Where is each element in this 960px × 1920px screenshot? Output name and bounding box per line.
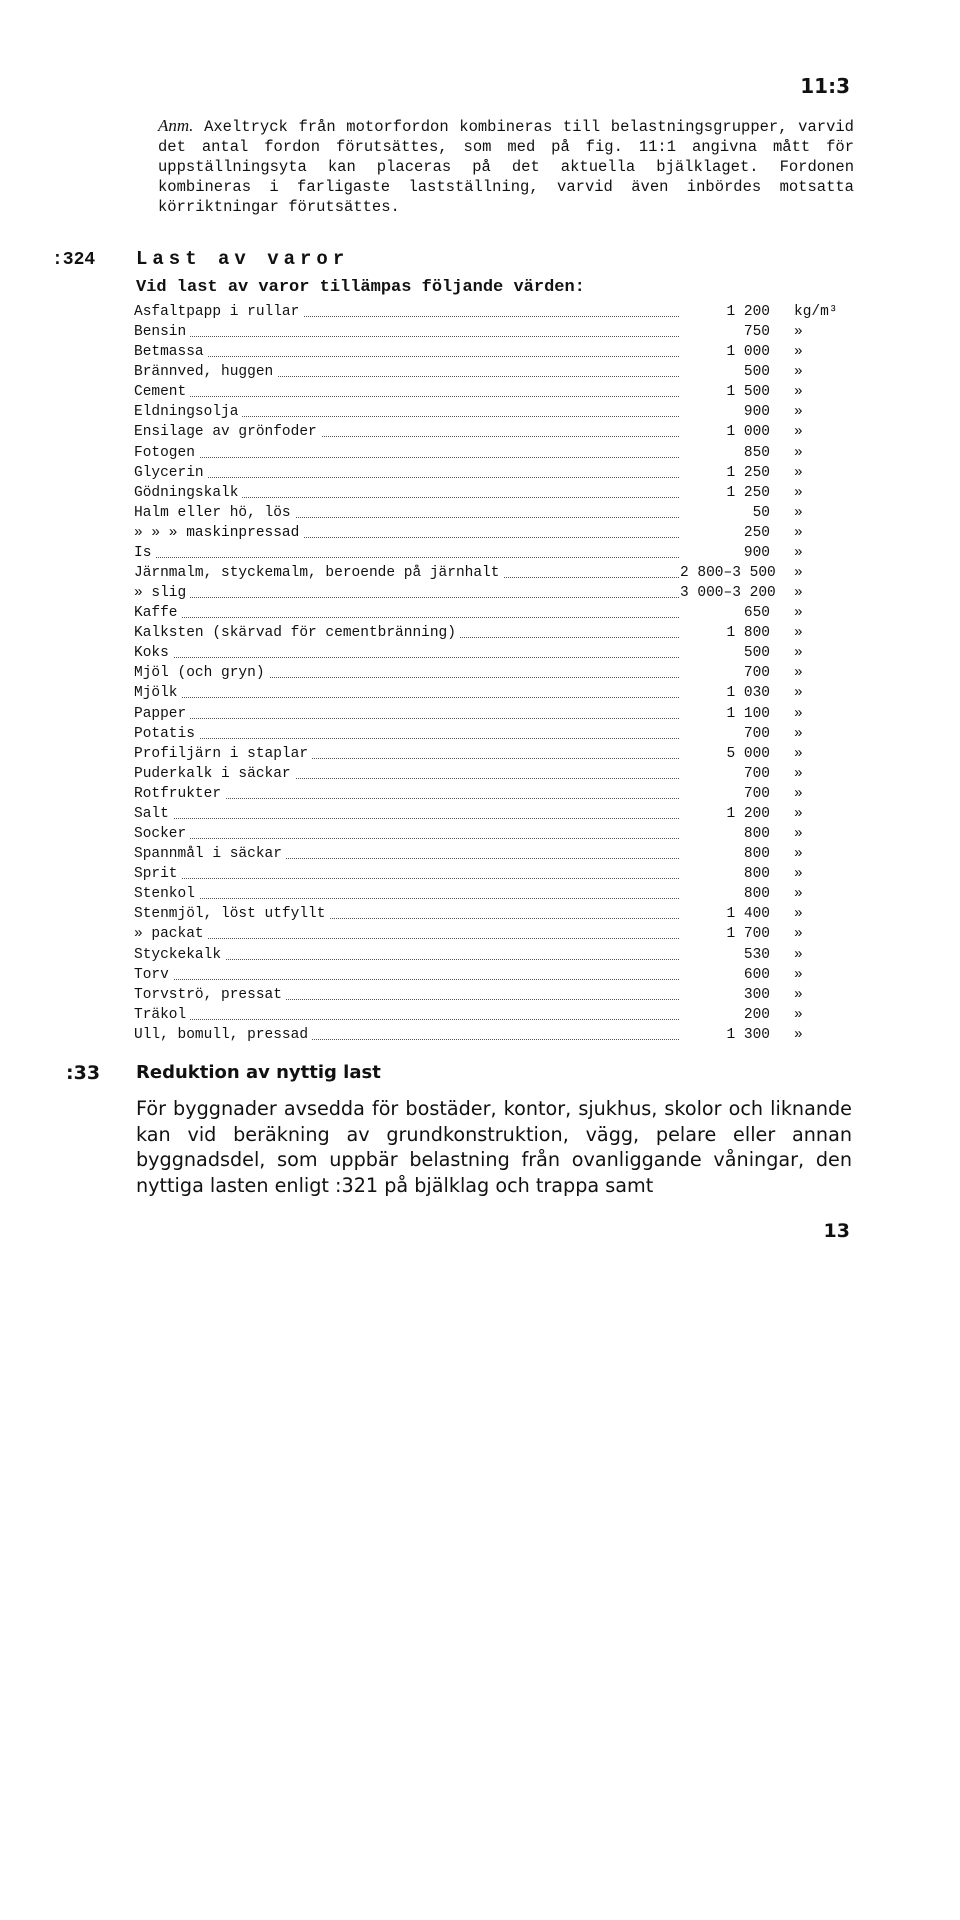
table-row xyxy=(134,746,854,766)
density-value: 1 300 xyxy=(680,1027,770,1043)
density-value: 800 xyxy=(680,846,770,862)
table-row xyxy=(134,364,854,384)
table-row xyxy=(134,485,854,505)
density-value: 250 xyxy=(680,525,770,541)
table-row xyxy=(134,505,854,525)
density-unit: » xyxy=(794,344,803,361)
leader-dots xyxy=(134,818,711,819)
density-value: 1 250 xyxy=(680,465,770,481)
material-name: Järnmalm, styckemalm, beroende på järnhalt xyxy=(134,565,503,581)
density-unit: » xyxy=(794,866,803,883)
table-row xyxy=(134,786,854,806)
density-unit: » xyxy=(794,544,803,561)
density-unit: » xyxy=(794,986,803,1003)
density-unit: » xyxy=(794,886,803,903)
density-value: 800 xyxy=(680,866,770,882)
density-value: 300 xyxy=(680,987,770,1003)
density-unit: » xyxy=(794,484,803,501)
leader-dots xyxy=(134,657,711,658)
leader-dots xyxy=(134,718,711,719)
table-row xyxy=(134,766,854,786)
note-text: Axeltryck från motorfordon kombineras till belastningsgrupper, varvid det antal fordon förutsättes, som med på fig. 11:1 angivna mått för uppställningsyta kan placeras på det aktuella bjälklaget. Fordonen kombineras i farligaste lastställning, varvid även inbördes motsatta körriktningar förutsättes. xyxy=(158,118,854,216)
section-intro: Vid last av varor tillämpas följande värden: xyxy=(136,278,585,297)
density-value: 600 xyxy=(680,967,770,983)
density-value: 1 400 xyxy=(680,906,770,922)
material-name: Potatis xyxy=(134,726,199,742)
density-unit: » xyxy=(794,504,803,521)
density-value: 800 xyxy=(680,886,770,902)
density-value: 800 xyxy=(680,826,770,842)
leader-dots xyxy=(134,697,711,698)
density-unit: » xyxy=(794,605,803,622)
density-unit: » xyxy=(794,424,803,441)
density-value: 530 xyxy=(680,947,770,963)
note-paragraph xyxy=(158,116,854,217)
density-unit: » xyxy=(794,665,803,682)
leader-dots xyxy=(134,336,711,337)
material-name: Puderkalk i säckar xyxy=(134,766,295,782)
table-row xyxy=(134,665,854,685)
density-unit: » xyxy=(794,625,803,642)
material-name: Kalksten (skärvad för cementbränning) xyxy=(134,625,460,641)
density-unit: » xyxy=(794,585,803,602)
material-name: Papper xyxy=(134,706,190,722)
table-row xyxy=(134,344,854,364)
density-unit: » xyxy=(794,685,803,702)
density-value: 3 000–3 200 xyxy=(680,585,776,602)
leader-dots xyxy=(134,396,711,397)
density-value: 750 xyxy=(680,324,770,340)
section-number-324: :324 xyxy=(52,250,96,270)
density-value: 1 500 xyxy=(680,384,770,400)
density-unit: » xyxy=(794,725,803,742)
density-unit: kg/m³ xyxy=(794,304,838,320)
material-name: Sprit xyxy=(134,866,182,882)
leader-dots xyxy=(134,356,711,357)
density-unit: » xyxy=(794,745,803,762)
density-unit: » xyxy=(794,765,803,782)
material-name: Koks xyxy=(134,645,173,661)
table-row xyxy=(134,565,854,585)
table-row xyxy=(134,866,854,886)
material-name: Socker xyxy=(134,826,190,842)
section-number-33: :33 xyxy=(66,1062,101,1084)
table-row xyxy=(134,424,854,444)
leader-dots xyxy=(134,477,711,478)
table-row xyxy=(134,404,854,424)
density-value: 700 xyxy=(680,786,770,802)
leader-dots xyxy=(134,738,711,739)
material-name: Mjöl (och gryn) xyxy=(134,665,269,681)
material-name: Rotfrukter xyxy=(134,786,225,802)
material-name: Ensilage av grönfoder xyxy=(134,424,321,440)
leader-dots xyxy=(134,898,711,899)
leader-dots xyxy=(134,938,711,939)
density-unit: » xyxy=(794,1026,803,1043)
density-value: 1 700 xyxy=(680,926,770,942)
density-unit: » xyxy=(794,826,803,843)
density-value: 500 xyxy=(680,645,770,661)
material-name: » packat xyxy=(134,926,208,942)
density-unit: » xyxy=(794,846,803,863)
density-unit: » xyxy=(794,404,803,421)
density-value: 200 xyxy=(680,1007,770,1023)
density-value: 900 xyxy=(680,404,770,420)
density-value: 900 xyxy=(680,545,770,561)
material-name: Halm eller hö, lös xyxy=(134,505,295,521)
density-unit: » xyxy=(794,1006,803,1023)
leader-dots xyxy=(134,979,711,980)
leader-dots xyxy=(134,838,711,839)
density-value: 1 800 xyxy=(680,625,770,641)
density-value: 700 xyxy=(680,766,770,782)
density-value: 500 xyxy=(680,364,770,380)
density-value: 1 200 xyxy=(680,806,770,822)
density-unit: » xyxy=(794,785,803,802)
table-row xyxy=(134,926,854,946)
table-row xyxy=(134,947,854,967)
density-unit: » xyxy=(794,444,803,461)
table-row xyxy=(134,706,854,726)
leader-dots xyxy=(134,597,711,598)
material-name: Träkol xyxy=(134,1007,190,1023)
material-name: Stenkol xyxy=(134,886,199,902)
material-name: Asfaltpapp i rullar xyxy=(134,304,303,320)
density-value: 1 100 xyxy=(680,706,770,722)
material-name: Mjölk xyxy=(134,685,182,701)
leader-dots xyxy=(134,617,711,618)
material-name: Bensin xyxy=(134,324,190,340)
density-unit: » xyxy=(794,946,803,963)
density-unit: » xyxy=(794,565,803,582)
table-row xyxy=(134,886,854,906)
density-value: 2 800–3 500 xyxy=(680,565,776,582)
density-unit: » xyxy=(794,524,803,541)
density-unit: » xyxy=(794,966,803,983)
material-name: Torvströ, pressat xyxy=(134,987,286,1003)
material-name: Eldningsolja xyxy=(134,404,242,420)
table-row xyxy=(134,987,854,1007)
table-row xyxy=(134,605,854,625)
density-unit: » xyxy=(794,705,803,722)
table-row xyxy=(134,384,854,404)
density-value: 1 250 xyxy=(680,485,770,501)
table-row xyxy=(134,324,854,344)
material-name: Brännved, huggen xyxy=(134,364,277,380)
table-row xyxy=(134,585,854,605)
density-value: 850 xyxy=(680,445,770,461)
table-row xyxy=(134,906,854,926)
table-row xyxy=(134,967,854,987)
material-name: Is xyxy=(134,545,155,561)
table-row xyxy=(134,465,854,485)
table-row xyxy=(134,726,854,746)
table-row xyxy=(134,304,854,324)
table-row xyxy=(134,806,854,826)
material-name: Spannmål i säckar xyxy=(134,846,286,862)
material-name: Betmassa xyxy=(134,344,208,360)
load-table xyxy=(134,304,854,1047)
density-value: 50 xyxy=(680,505,770,521)
table-row xyxy=(134,625,854,645)
table-row xyxy=(134,545,854,565)
table-row xyxy=(134,685,854,705)
material-name: » » » maskinpressad xyxy=(134,525,303,541)
material-name: Profiljärn i staplar xyxy=(134,746,312,762)
density-unit: » xyxy=(794,464,803,481)
material-name: Gödningskalk xyxy=(134,485,242,501)
table-row xyxy=(134,1027,854,1047)
table-row xyxy=(134,846,854,866)
page-reference: 11:3 xyxy=(800,74,850,98)
leader-dots xyxy=(134,1019,711,1020)
table-row xyxy=(134,645,854,665)
material-name: Styckekalk xyxy=(134,947,225,963)
density-unit: » xyxy=(794,384,803,401)
table-row xyxy=(134,1007,854,1027)
density-unit: » xyxy=(794,926,803,943)
material-name: » slig xyxy=(134,585,190,601)
density-value: 1 000 xyxy=(680,424,770,440)
note-lead: Anm. xyxy=(158,116,194,135)
density-value: 700 xyxy=(680,726,770,742)
material-name: Glycerin xyxy=(134,465,208,481)
density-unit: » xyxy=(794,805,803,822)
leader-dots xyxy=(134,557,711,558)
material-name: Torv xyxy=(134,967,173,983)
material-name: Salt xyxy=(134,806,173,822)
density-value: 1 030 xyxy=(680,685,770,701)
leader-dots xyxy=(134,878,711,879)
material-name: Stenmjöl, löst utfyllt xyxy=(134,906,329,922)
material-name: Fotogen xyxy=(134,445,199,461)
density-unit: » xyxy=(794,645,803,662)
density-unit: » xyxy=(794,364,803,381)
density-value: 700 xyxy=(680,665,770,681)
density-value: 1 000 xyxy=(680,344,770,360)
leader-dots xyxy=(134,457,711,458)
section-title-324: Last av varor xyxy=(136,248,350,270)
section-33-paragraph: För byggnader avsedda för bostäder, kontor, sjukhus, skolor och liknande kan vid beräkning av grundkonstruktion, vägg, pelare eller annan byggnadsdel, som uppbär belastning från ovanliggande våningar, den nyttiga lasten enligt :321 på bjälklag och trappa samt xyxy=(136,1097,852,1197)
density-value: 1 200 xyxy=(680,304,770,320)
density-unit: » xyxy=(794,324,803,341)
table-row xyxy=(134,525,854,545)
material-name: Cement xyxy=(134,384,190,400)
material-name: Ull, bomull, pressad xyxy=(134,1027,312,1043)
density-value: 650 xyxy=(680,605,770,621)
table-row xyxy=(134,826,854,846)
material-name: Kaffe xyxy=(134,605,182,621)
density-value: 5 000 xyxy=(680,746,770,762)
density-unit: » xyxy=(794,906,803,923)
page-number: 13 xyxy=(823,1220,850,1242)
table-row xyxy=(134,445,854,465)
section-title-33: Reduktion av nyttig last xyxy=(136,1062,381,1083)
